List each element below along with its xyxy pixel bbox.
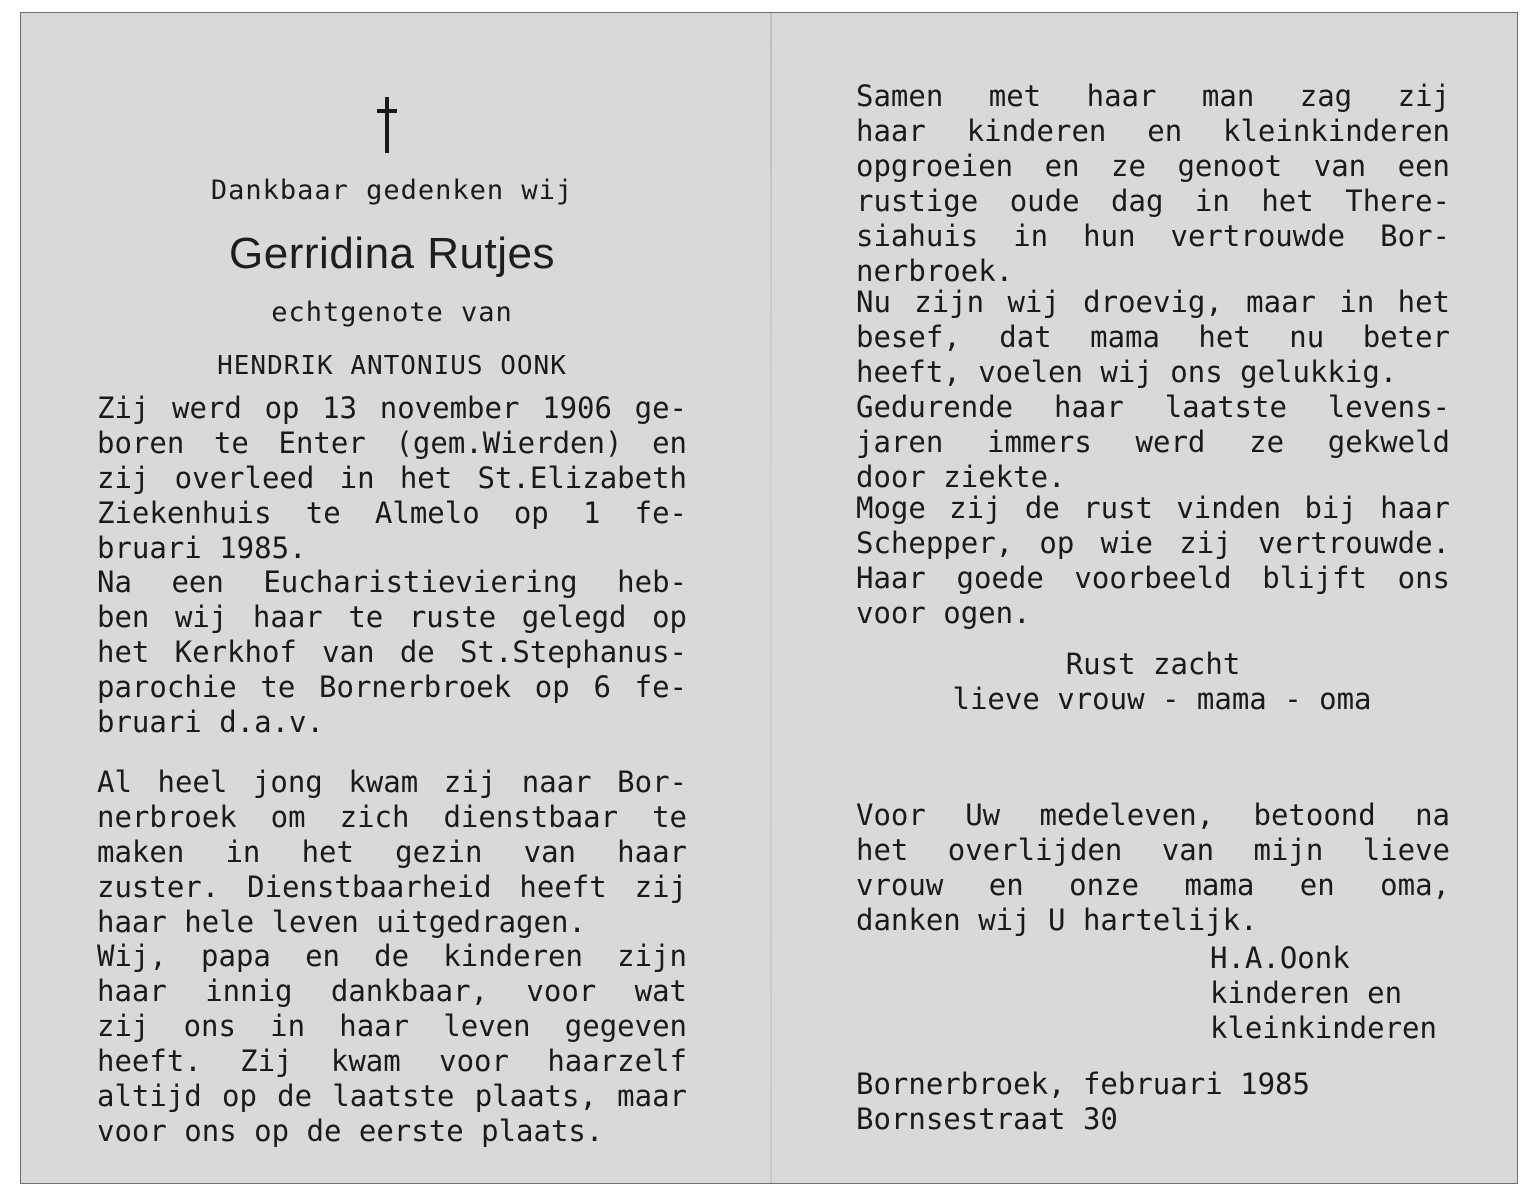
text-line: voor ons op de eerste plaats.: [97, 1114, 604, 1148]
text-line: door ziekte.: [856, 460, 1066, 494]
text-line: bruari 1985.: [97, 531, 307, 565]
text-line: Haar goede voorbeeld blijft ons: [856, 561, 1450, 595]
text-line: haar hele leven uitgedragen.: [97, 905, 586, 939]
text-line: siahuis in hun vertrouwde Bor-: [856, 219, 1450, 253]
gratitude-paragraph: [97, 939, 687, 1149]
old-age-paragraph: [856, 79, 1450, 289]
text-line: haar innig dankbaar, voor wat: [97, 974, 687, 1008]
right-page: [856, 13, 1450, 1183]
text-line: Wij, papa en de kinderen zijn: [97, 939, 687, 973]
text-line: Samen met haar man zag zij: [856, 79, 1450, 113]
text-line: vrouw en onze mama en oma,: [856, 868, 1450, 902]
text-line: haar kinderen en kleinkinderen: [856, 114, 1450, 148]
text-line: Voor Uw medeleven, betoond na: [856, 798, 1450, 832]
text-line: Schepper, op wie zij vertrouwde.: [856, 526, 1450, 560]
text-line: Moge zij de rust vinden bij haar: [856, 491, 1450, 525]
card-fold: [770, 13, 772, 1183]
text-line: Zij werd op 13 november 1906 ge-: [97, 391, 687, 425]
text-line: heeft. Zij kwam voor haarzelf: [97, 1044, 687, 1078]
text-line: nerbroek.: [856, 254, 1014, 288]
intro-text: Dankbaar gedenken wij: [210, 175, 574, 206]
signature-block: [1210, 941, 1437, 1046]
text-line: rustige oude dag in het There-: [856, 184, 1450, 218]
text-line: altijd op de laatste plaats, maar: [97, 1079, 687, 1113]
text-line: opgroeien en ze genoot van een: [856, 149, 1450, 183]
text-line: zij overleed in het St.Elizabeth: [97, 461, 687, 495]
relation-text: echtgenote van: [271, 297, 513, 328]
text-line: ben wij haar te ruste gelegd op: [97, 600, 687, 634]
prayer-paragraph: [856, 491, 1450, 631]
text-line: het overlijden van mijn lieve: [856, 833, 1450, 867]
burial-paragraph: [97, 565, 687, 740]
place-date-block: [856, 1067, 1310, 1137]
rest-line: Rust zacht: [1065, 647, 1241, 681]
text-line: besef, dat mama het nu beter: [856, 320, 1450, 354]
text-line: heeft, voelen wij ons gelukkig.: [856, 355, 1398, 389]
signature-line: H.A.Oonk: [1210, 941, 1350, 975]
text-line: Gedurende haar laatste levens-: [856, 390, 1450, 424]
address-line: Bornsestraat 30: [856, 1102, 1118, 1136]
signature-line: kinderen en: [1210, 976, 1403, 1010]
text-line: zij ons in haar leven gegeven: [97, 1009, 687, 1043]
text-line: het Kerkhof van de St.Stephanus-: [97, 635, 687, 669]
thanks-paragraph: [856, 798, 1450, 938]
text-line: danken wij U hartelijk.: [856, 903, 1258, 937]
text-line: parochie te Bornerbroek op 6 fe-: [97, 670, 687, 704]
text-line: Al heel jong kwam zij naar Bor-: [97, 765, 687, 799]
memorial-card: [20, 12, 1518, 1184]
text-line: Nu zijn wij droevig, maar in het: [856, 285, 1450, 319]
husband-name: HENDRIK ANTONIUS OONK: [217, 351, 567, 381]
signature-line: kleinkinderen: [1210, 1011, 1437, 1045]
rest-line: lieve vrouw - mama - oma: [952, 682, 1372, 716]
text-line: jaren immers werd ze gekweld: [856, 425, 1450, 459]
place-date-line: Bornerbroek, februari 1985: [856, 1067, 1310, 1101]
life-paragraph: [97, 765, 687, 940]
cross-icon: [367, 95, 407, 155]
rest-in-peace: [856, 647, 1450, 717]
birth-death-paragraph: [97, 391, 687, 566]
grief-paragraph: [856, 285, 1450, 495]
text-line: boren te Enter (gem.Wierden) en: [97, 426, 687, 460]
text-line: Ziekenhuis te Almelo op 1 fe-: [97, 496, 687, 530]
text-line: bruari d.a.v.: [97, 705, 324, 739]
left-page: [97, 13, 687, 1183]
text-line: voor ogen.: [856, 596, 1031, 630]
text-line: nerbroek om zich dienstbaar te: [97, 800, 687, 834]
text-line: zuster. Dienstbaarheid heeft zij: [97, 870, 687, 904]
text-line: maken in het gezin van haar: [97, 835, 687, 869]
text-line: Na een Eucharistieviering heb-: [97, 565, 687, 599]
deceased-name: Gerridina Rutjes: [229, 229, 555, 278]
